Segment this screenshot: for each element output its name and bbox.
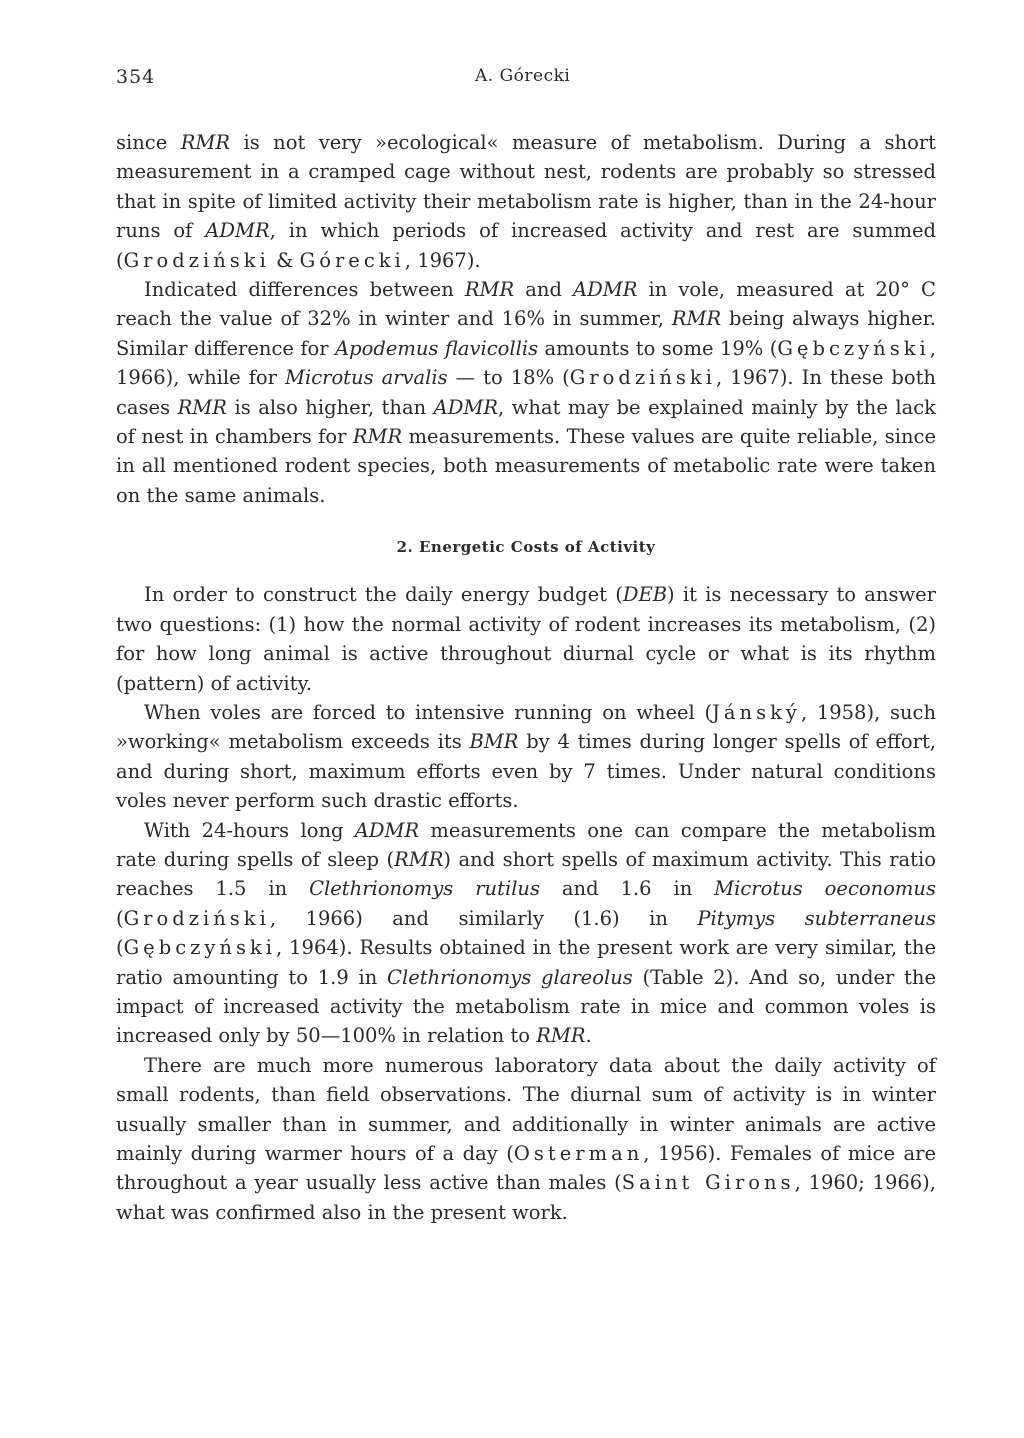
paragraph-5: With 24-hours long ADMR measurements one can compare the metabolism rate during spells of sleep (RMR) and short spells of maximum activity. This ratio reaches 1.5 in Clethrionomys rutilus and 1.6 in Microtus oeconomus (Grodziński, 1966) and similarly (1.6) in Pitymys subterraneus (Gębczyński, 1964). Results obtained in the present work are very similar, the ratio amounting to 1.9 in Clethrionomys glareolus (Table 2). And so, under the impact of increased activity the metabolism rate in mice and common voles is increased only by 50—100% in relation to RMR.: [116, 818, 936, 1048]
paragraph-1: since RMR is not very »ecological« measure of metabolism. During a short measurement in a cramped cage without nest, rodents are probably so stressed that in spite of limited activity their metabolism rate is higher, than in the 24-hour runs of ADMR, in which periods of increased activity and rest are summed (Grodziński & Górecki, 1967).: [116, 131, 936, 272]
paragraph-4: When voles are forced to intensive running on wheel (Jánský, 1958), such »working« metabolism exceeds its BMR by 4 times during longer spells of effort, and during short, maximum efforts even by 7 times. Under natural conditions voles never perform such drastic efforts.: [116, 700, 937, 813]
paragraph-2: Indicated differences between RMR and ADMR in vole, measured at 20° C reach the value of 32% in winter and 16% in summer, RMR being always higher. Similar difference for Apodemus flavicollis amounts to some 19% (Gębczyński, 1966), while for Microtus arvalis — to 18% (Grodziński, 1967). In these both cases RMR is also higher, than ADMR, what may be explained mainly by the lack of nest in chambers for RMR measurements. These values are quite reliable, since in all mentioned rodent species, both measurements of metabolic rate were taken on the same animals.: [116, 278, 936, 507]
author-citation: Grodziński: [123, 248, 270, 272]
author-citation: Osterman: [513, 1142, 644, 1165]
species-name: Clethrionomys glareolus: [387, 965, 633, 989]
running-head: A. Górecki: [475, 66, 571, 86]
paragraph-6: There are much more numerous laboratory data about the daily activity of small rodents, than field observations. The diurnal sum of activity is in winter usually smaller than in summer, and additionally in winter animals are active mainly during warmer hours of a day (Osterman, 1956). Females of mice are throughout a year usually less active than males (Saint Girons, 1960; 1966), what was confirmed also in the present work.: [116, 1053, 936, 1224]
page-number: 354: [116, 66, 156, 88]
author-citation: Gębczyński: [777, 336, 930, 360]
author-citation: Gębczyński: [123, 936, 277, 960]
species-name: Pitymys subterraneus: [697, 906, 936, 930]
species-name: Apodemus flavicollis: [335, 336, 539, 360]
paragraph-3: In order to construct the daily energy budget (DEB) it is necessary to answer two questions: (1) how the normal activity of rodent increases its metabolism, (2) for how long animal is active throughout diurnal cycle or what is its rhythm (pattern) of activity.: [116, 583, 936, 695]
author-citation: Grodziński: [123, 906, 270, 930]
species-name: Clethrionomys rutilus: [309, 877, 540, 901]
species-name: Microtus oeconomus: [714, 877, 936, 901]
body-text: [116, 128, 936, 1227]
author-citation: Grodziński: [569, 366, 716, 390]
species-name: Microtus arvalis: [285, 366, 448, 390]
author-citation: Górecki: [299, 248, 405, 272]
author-citation: Jánský: [712, 700, 801, 724]
section-heading: 2. Energetic Costs of Activity: [396, 538, 656, 557]
page-header: [116, 66, 936, 92]
author-citation: Saint Girons: [621, 1171, 795, 1195]
